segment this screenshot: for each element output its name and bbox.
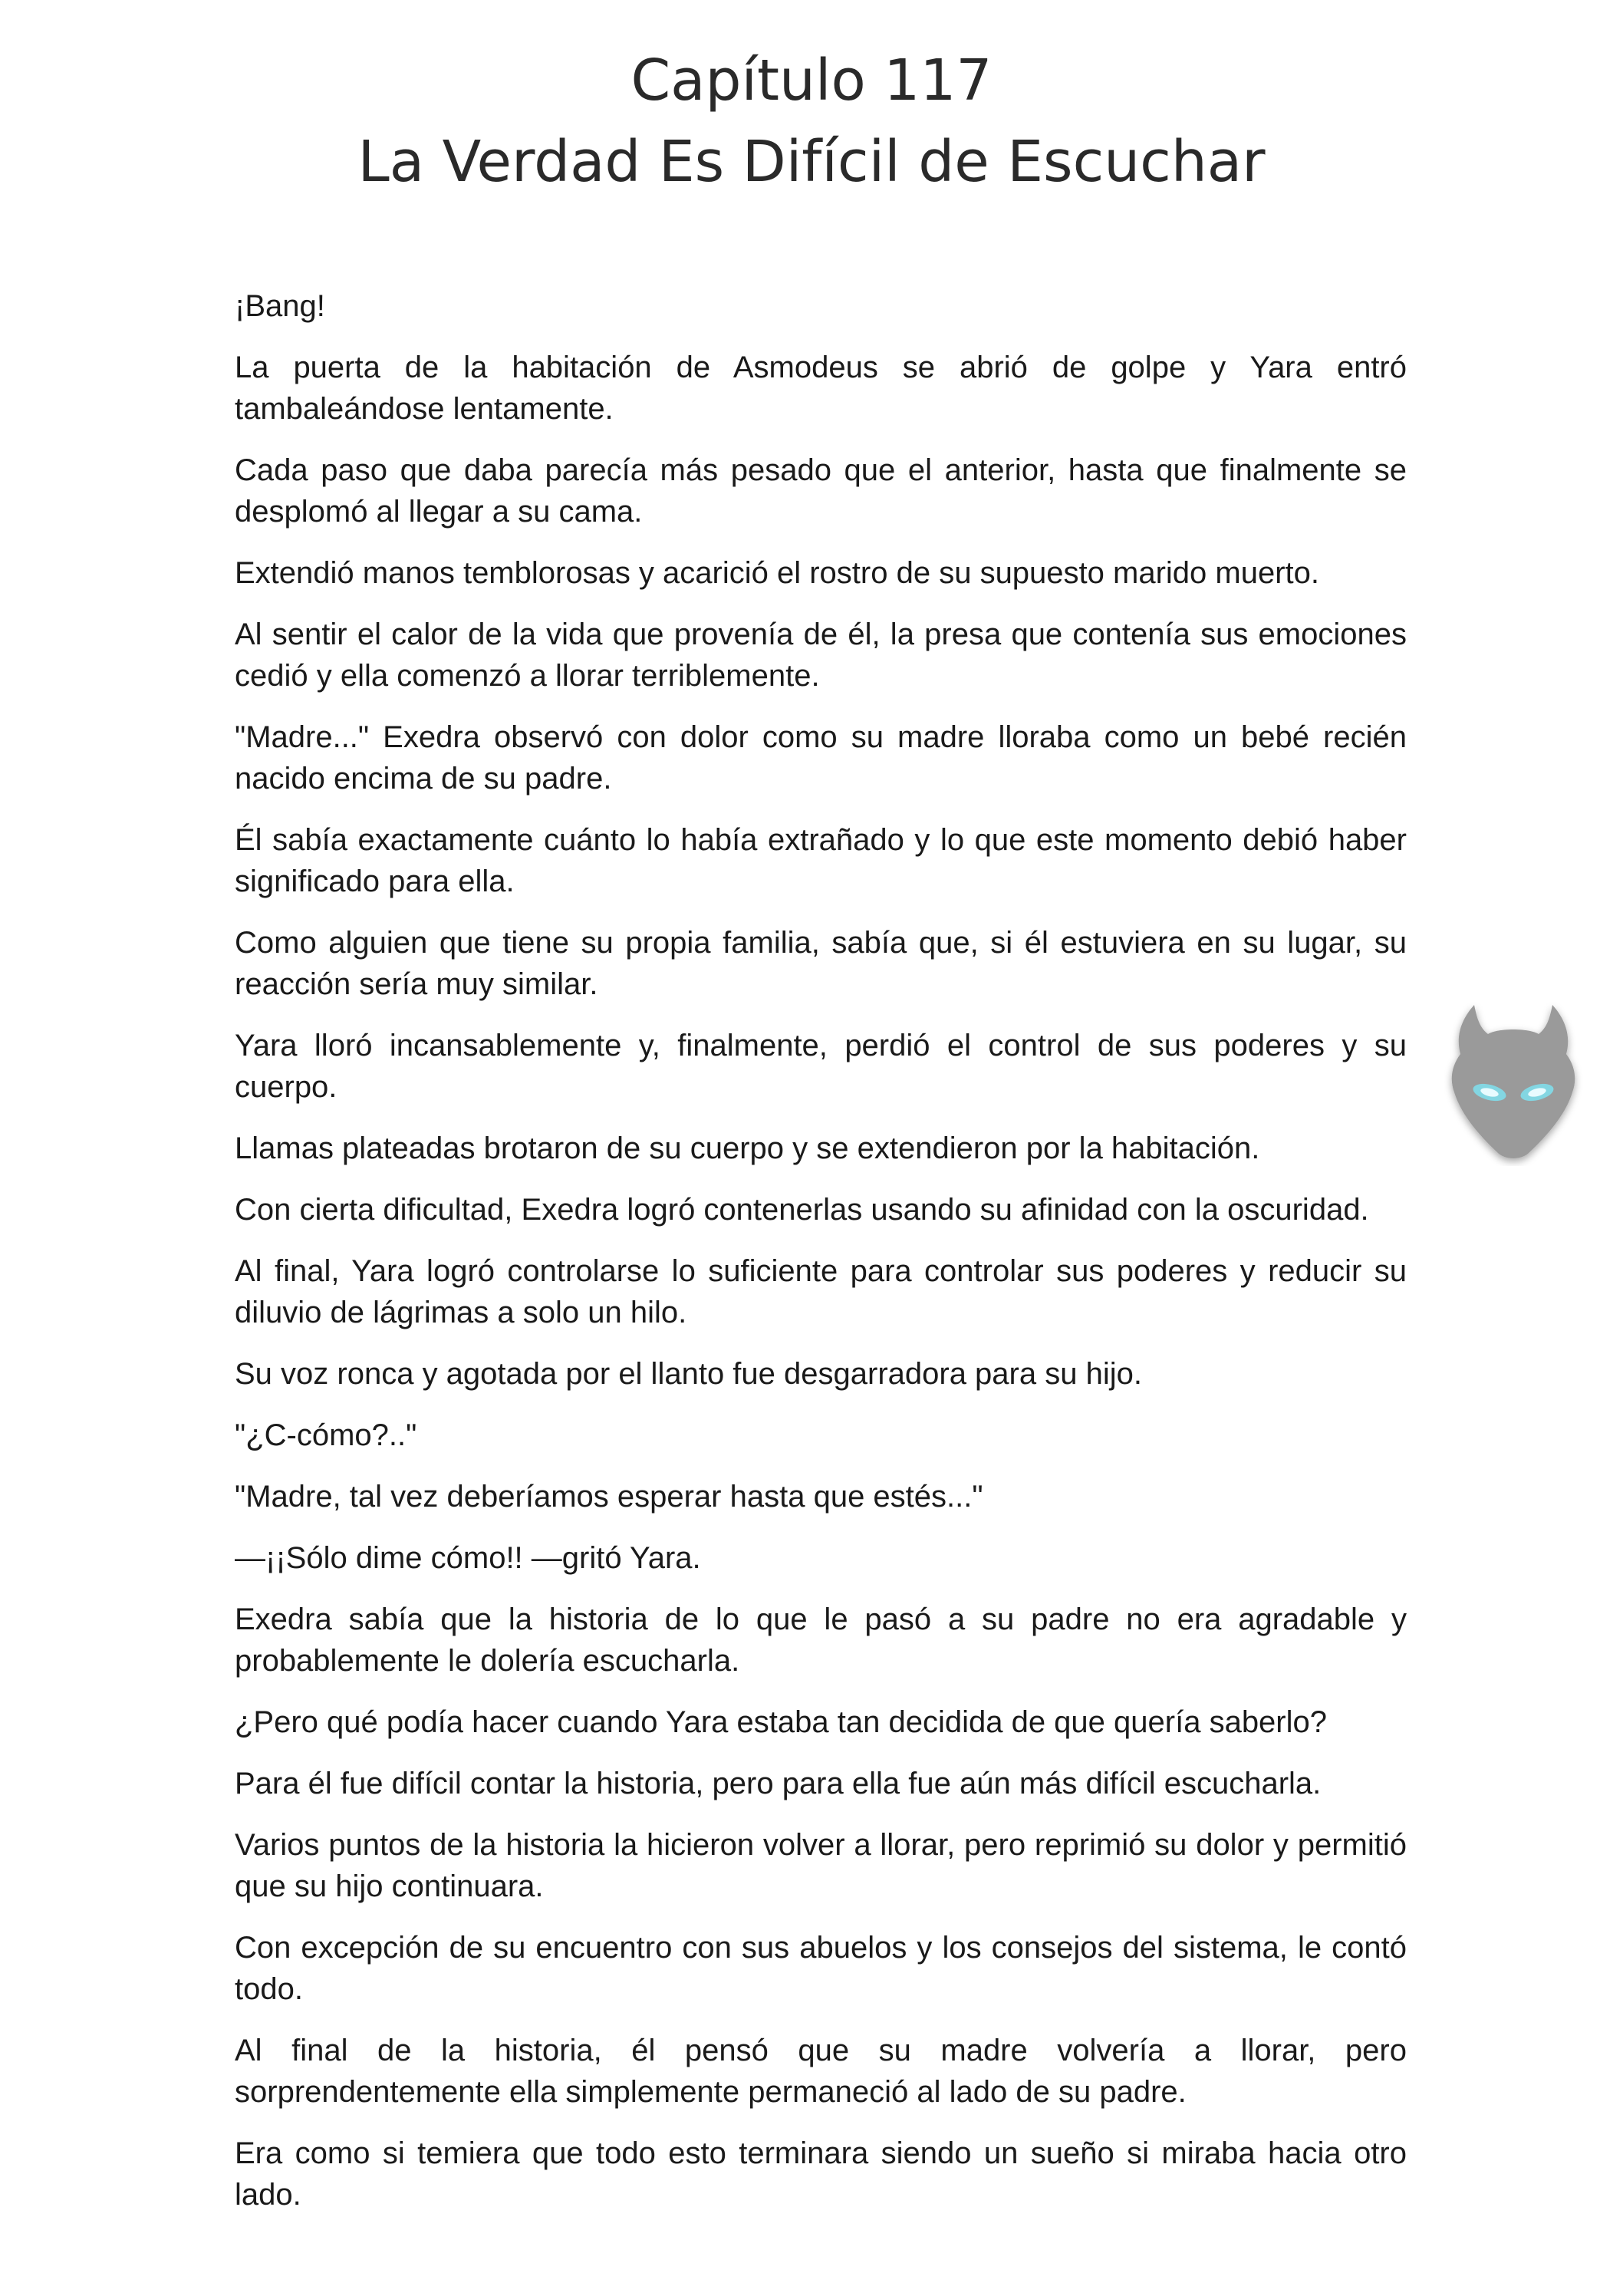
paragraph: Al final de la historia, él pensó que su madre volvería a llorar, pero sorprendentemente ella simplemente permaneció al lado de su padre.: [235, 2034, 1407, 2109]
paragraph: Exedra sabía que la historia de lo que le pasó a su padre no era agradable y probablemente le dolería escucharla.: [235, 1603, 1407, 1678]
paragraph: Él sabía exactamente cuánto lo había extrañado y lo que este momento debió haber significado para ella.: [235, 823, 1407, 898]
paragraph: Era como si temiera que todo esto terminara siendo un sueño si miraba hacia otro lado.: [235, 2136, 1407, 2212]
paragraph: Con excepción de su encuentro con sus abuelos y los consejos del sistema, le contó todo.: [235, 1931, 1407, 2006]
chapter-number: Capítulo 117: [630, 48, 993, 114]
paragraph: Extendió manos temblorosas y acarició el rostro de su supuesto marido muerto.: [235, 556, 1320, 590]
paragraph: Para él fue difícil contar la historia, pero para ella fue aún más difícil escucharla.: [235, 1767, 1322, 1800]
paragraph: ¡Bang!: [235, 289, 325, 323]
chapter-title: La Verdad Es Difícil de Escuchar: [357, 129, 1266, 195]
paragraph: "Madre..." Exedra observó con dolor como su madre lloraba como un bebé recién nacido encima de su padre.: [235, 720, 1407, 796]
paragraph: Su voz ronca y agotada por el llanto fue desgarradora para su hijo.: [235, 1357, 1142, 1391]
paragraph: Yara lloró incansablemente y, finalmente, perdió el control de sus poderes y su cuerpo.: [235, 1029, 1407, 1104]
paragraph: La puerta de la habitación de Asmodeus se abrió de golpe y Yara entró tambaleándose lentamente.: [235, 351, 1407, 426]
paragraph: Al final, Yara logró controlarse lo suficiente para controlar sus poderes y reducir su diluvio de lágrimas a solo un hilo.: [235, 1254, 1407, 1329]
paragraph: —¡¡Sólo dime cómo!! —gritó Yara.: [235, 1541, 701, 1575]
paragraph: Llamas plateadas brotaron de su cuerpo y se extendieron por la habitación.: [235, 1132, 1260, 1165]
paragraph: Varios puntos de la historia la hicieron volver a llorar, pero reprimió su dolor y permitió que su hijo continuara.: [235, 1828, 1407, 1903]
paragraph: "¿C-cómo?..": [235, 1418, 417, 1452]
paragraph: "Madre, tal vez deberíamos esperar hasta que estés...": [235, 1480, 983, 1514]
chapter-body: [235, 285, 1407, 2235]
chapter-header: [0, 40, 1623, 203]
paragraph: Al sentir el calor de la vida que provenía de él, la presa que contenía sus emociones cedió y ella comenzó a llorar terriblemente.: [235, 618, 1407, 693]
watermark-logo: [1444, 997, 1583, 1166]
demon-head-icon: [1444, 997, 1583, 1166]
paragraph: Como alguien que tiene su propia familia, sabía que, si él estuviera en su lugar, su reacción sería muy similar.: [235, 926, 1407, 1001]
paragraph: Con cierta dificultad, Exedra logró contenerlas usando su afinidad con la oscuridad.: [235, 1193, 1369, 1227]
paragraph: ¿Pero qué podía hacer cuando Yara estaba tan decidida de que quería saberlo?: [235, 1705, 1328, 1739]
paragraph: Cada paso que daba parecía más pesado que el anterior, hasta que finalmente se desplomó al llegar a su cama.: [235, 453, 1407, 529]
